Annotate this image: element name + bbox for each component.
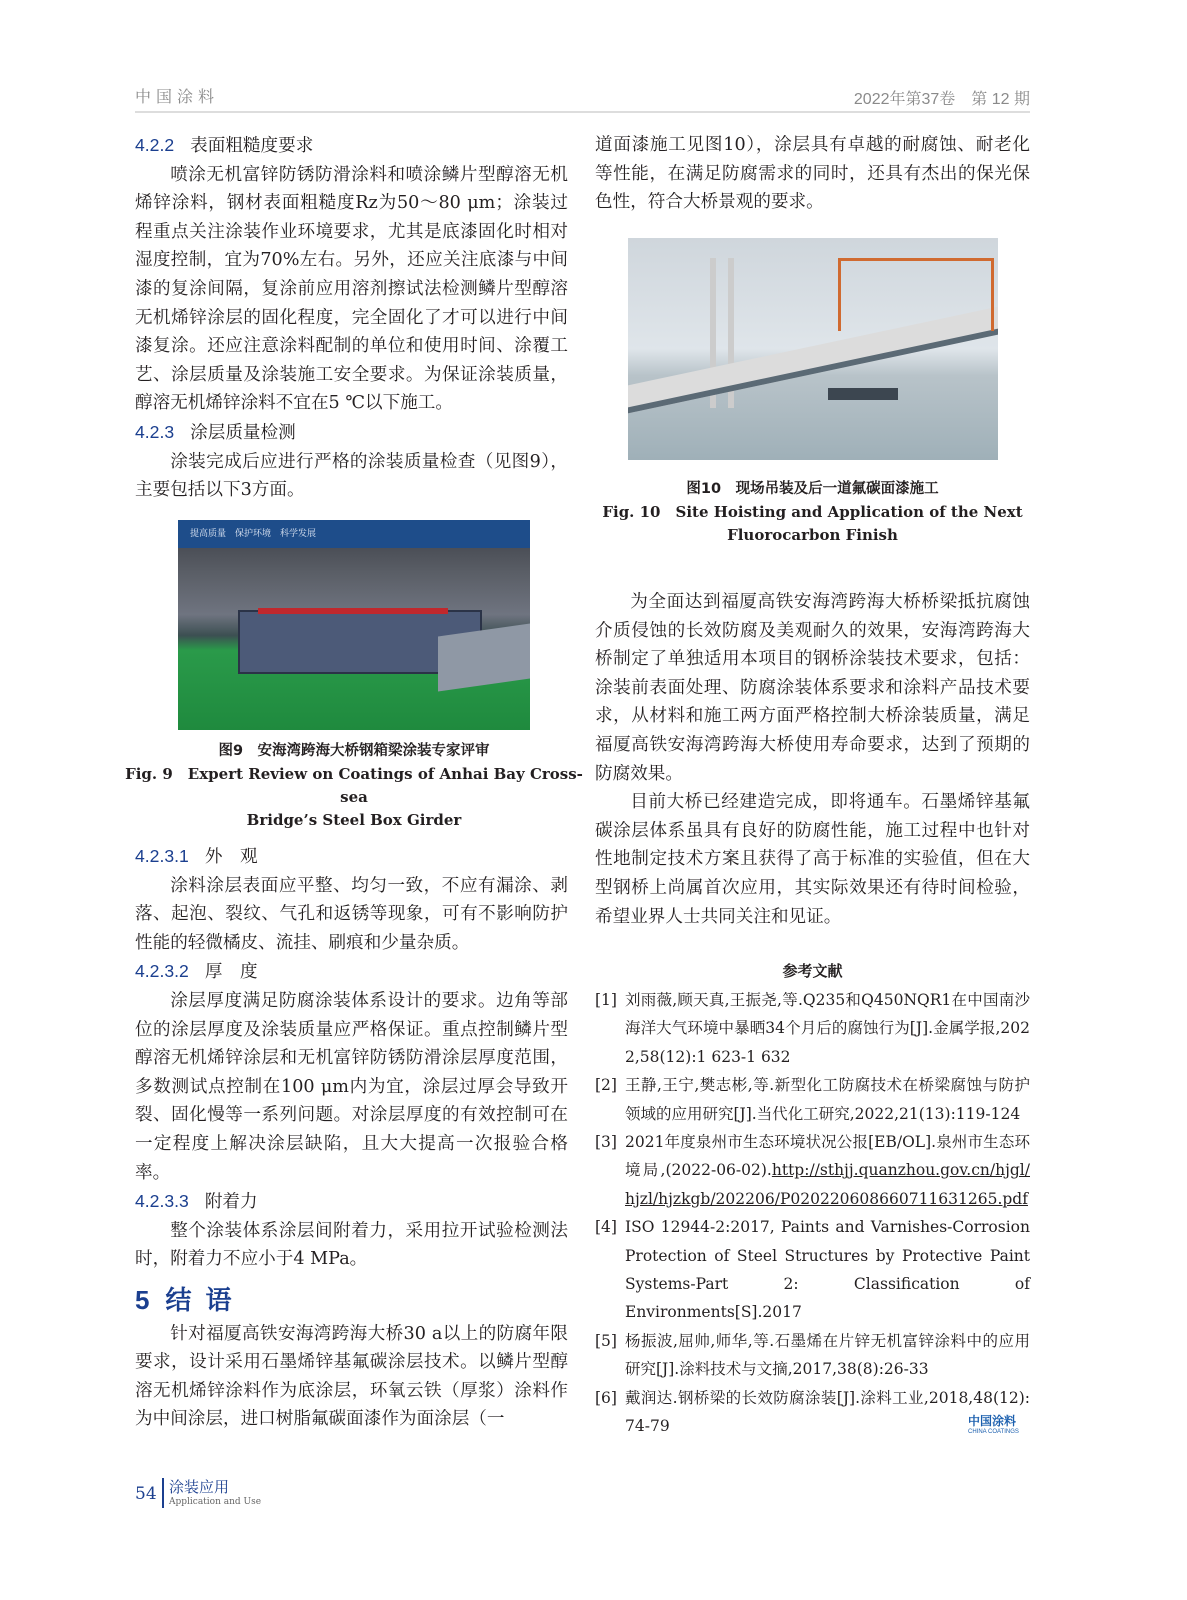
- section-title: 结语: [165, 1285, 246, 1316]
- section-heading-4-2-3-2: [135, 957, 568, 987]
- figure-9-caption: [120, 740, 588, 832]
- ref-text: ISO 12944-2:2017, Paints and Varnishes-Corrosion Protection of Steel Structures by Protective Paint Systems-Part 2: Classification of Environments[S].2017: [625, 1218, 1030, 1322]
- reference-item: [595, 1128, 1030, 1213]
- ref-number: [5]: [595, 1331, 617, 1350]
- ref-text: 戴润达.钢桥梁的长效防腐涂装[J].涂料工业,2018,48(12):74-79: [625, 1388, 1030, 1436]
- section-title: 外 观: [204, 847, 258, 867]
- paragraph: 目前大桥已经建造完成，即将通车。石墨烯锌基氟碳涂层体系虽具有良好的防腐性能，施工过程中也针对性地制定技术方案且获得了高于标准的实验值，但在大型钢桥上尚属首次应用，其实际效果还有待时间检验，希望业界人士共同关注和见证。: [595, 792, 1030, 927]
- section-heading-5: [135, 1286, 568, 1316]
- ref-text: 2021年度泉州市生态环境状况公报[EB/OL].泉州市生态环境局,(2022-06-02).: [625, 1133, 1030, 1180]
- issue-info: 2022年第37卷 第 12 期: [853, 91, 1030, 108]
- section-label-en: Application and Use: [169, 1497, 262, 1507]
- section-number: 4.2.2: [135, 135, 175, 155]
- figure-10-caption: [595, 478, 1030, 547]
- section-number: 5: [135, 1284, 150, 1315]
- ref-number: [3]: [595, 1133, 617, 1152]
- ref-text: 刘雨薇,顾天真,王振尧,等.Q235和Q450NQR1在中国南沙海洋大气环境中暴晒34个月后的腐蚀行为[J].金属学报,2022,58(12):1 623-1 632: [625, 991, 1030, 1066]
- references-list: [595, 986, 1030, 1441]
- ref-number: [4]: [595, 1218, 617, 1237]
- journal-name: 中国涂料: [135, 87, 220, 106]
- ref-body: [625, 1128, 1030, 1213]
- paragraph: 喷涂无机富锌防锈防滑涂料和喷涂鳞片型醇溶无机烯锌涂料，钢材表面粗糙度Rz为50～80 μm；涂装过程重点关注涂装作业环境要求，尤其是底漆固化时相对湿度控制，宜为70%左右。另外，还应关注底漆与中间漆的复涂间隔，复涂前应用溶剂擦试法检测鳞片型醇溶无机烯锌涂层的固化程度，完全固化了才可以进行中间漆复涂。还应注意涂料配制的单位和使用时间、涂覆工艺、涂层质量及涂装施工安全要求。为保证涂装质量，醇溶无机烯锌涂料不宜在5 ℃以下施工。: [135, 164, 568, 414]
- ref-number: [2]: [595, 1076, 617, 1095]
- paragraph: 针对福厦高铁安海湾跨海大桥30 a以上的防腐年限要求，设计采用石墨烯锌基氟碳涂层技术。以鳞片型醇溶无机烯锌涂料作为底涂层，环氧云铁（厚浆）涂料作为中间涂层，进口树脂氟碳面漆作为面涂层（一: [135, 1323, 568, 1430]
- ref-text: 王静,王宁,樊志彬,等.新型化工防腐技术在桥梁腐蚀与防护领域的应用研究[J].当代化工研究,2022,21(13):119-124: [625, 1076, 1030, 1123]
- photo-banner: 提高质量 保护环境 科学发展: [178, 520, 530, 548]
- paragraph: 涂层厚度满足防腐涂装体系设计的要求。边角等部位的涂层厚度及涂装质量应严格保证。重点控制鳞片型醇溶无机烯锌涂层和无机富锌防锈防滑涂层厚度范围，多数测试点控制在100 μm内为宜，涂层过厚会导致开裂、固化慢等一系列问题。对涂层厚度的有效控制可在一定程度上解决涂层缺陷，且大大提高一次报验合格率。: [135, 990, 568, 1183]
- reference-item: [595, 1327, 1030, 1384]
- left-column-bottom: [135, 842, 568, 1434]
- logo-en: CHINA COATINGS: [968, 1429, 1019, 1435]
- ref-number: [1]: [595, 991, 617, 1009]
- crane: [838, 258, 994, 331]
- ref-number: [6]: [595, 1388, 617, 1407]
- section-heading-4-2-3-3: [135, 1187, 568, 1217]
- section-title: 附着力: [204, 1192, 258, 1213]
- right-column-top: [595, 131, 1030, 217]
- section-heading-4-2-3: [135, 418, 568, 448]
- caption-en: Fig. 9 Expert Review on Coatings of Anhai Bay Cross-sea: [125, 765, 583, 806]
- reference-item: [595, 1213, 1030, 1327]
- references-title: 参考文献: [782, 962, 843, 980]
- section-title: 涂层质量检测: [190, 422, 296, 443]
- girder-segment: [828, 388, 898, 400]
- left-column-top: [135, 131, 568, 505]
- caption-en: Bridge’s Steel Box Girder: [246, 811, 462, 829]
- section-title: 表面粗糙度要求: [190, 136, 314, 156]
- ref-text: 杨振波,屈帅,师华,等.石墨烯在片锌无机富锌涂料中的应用研究[J].涂料技术与文摘,2017,38(8):26-33: [625, 1331, 1030, 1379]
- reference-item: [595, 986, 1030, 1071]
- section-number: 4.2.3: [135, 421, 175, 442]
- caption-zh: 图10 现场吊装及后一道氟碳面漆施工: [686, 481, 939, 497]
- section-number: 4.2.3.1: [135, 846, 189, 866]
- right-column-body: [595, 588, 1030, 931]
- paragraph: 涂料涂层表面应平整、均匀一致，不应有漏涂、剥落、起泡、裂纹、气孔和返锈等现象，可有不影响防护性能的轻微橘皮、流挂、刷痕和少量杂质。: [135, 875, 568, 953]
- caption-zh: 图9 安海湾跨海大桥钢箱梁涂装专家评审: [218, 743, 490, 759]
- reference-item: [595, 1384, 1030, 1441]
- section-number: 4.2.3.3: [135, 1191, 189, 1212]
- ref-link[interactable]: http://sthjj.quanzhou.gov.cn/hjgl/hjzl/hjzkgb/202206/P020220608660711631265.pdf: [625, 1161, 1030, 1208]
- paragraph: 涂装完成后应进行严格的涂装质量检查（见图9），主要包括以下3方面。: [135, 451, 568, 501]
- caption-en: Fluorocarbon Finish: [727, 526, 898, 544]
- section-heading-4-2-3-1: [135, 842, 568, 872]
- reference-item: [595, 1071, 1030, 1128]
- section-heading-4-2-2: [135, 131, 568, 161]
- paragraph: 为全面达到福厦高铁安海湾跨海大桥桥梁抵抗腐蚀介质侵蚀的长效防腐及美观耐久的效果，安海湾跨海大桥制定了单独适用本项目的钢桥涂装技术要求，包括：涂装前表面处理、防腐涂装体系要求和涂料产品技术要求，从材料和施工两方面严格控制大桥涂装质量，满足福厦高铁安海湾跨海大桥使用寿命要求，达到了预期的防腐效果。: [595, 592, 1030, 784]
- figure-9-photo: [178, 520, 530, 730]
- figure-10-photo: [628, 238, 998, 460]
- girder-segment: [438, 624, 530, 692]
- paragraph: 道面漆施工见图10），涂层具有卓越的耐腐蚀、耐老化等性能，在满足防腐需求的同时，还具有杰出的保光保色性，符合大桥景观的要求。: [595, 135, 1030, 213]
- header-divider: [135, 111, 1030, 113]
- section-number: 4.2.3.2: [135, 961, 189, 982]
- page-number: 54: [135, 1484, 157, 1504]
- logo-zh: 中国涂料: [968, 1414, 1017, 1428]
- red-banner: [258, 608, 448, 614]
- section-label-zh: 涂装应用: [169, 1478, 230, 1496]
- china-coatings-logo: [968, 1412, 1019, 1435]
- section-title: 厚 度: [204, 962, 258, 983]
- footer-divider: [162, 1478, 164, 1508]
- paragraph: 整个涂装体系涂层间附着力，采用拉开试验检测法时，附着力不应小于4 MPa。: [135, 1220, 568, 1270]
- caption-en: Fig. 10 Site Hoisting and Application of the Next: [602, 503, 1023, 521]
